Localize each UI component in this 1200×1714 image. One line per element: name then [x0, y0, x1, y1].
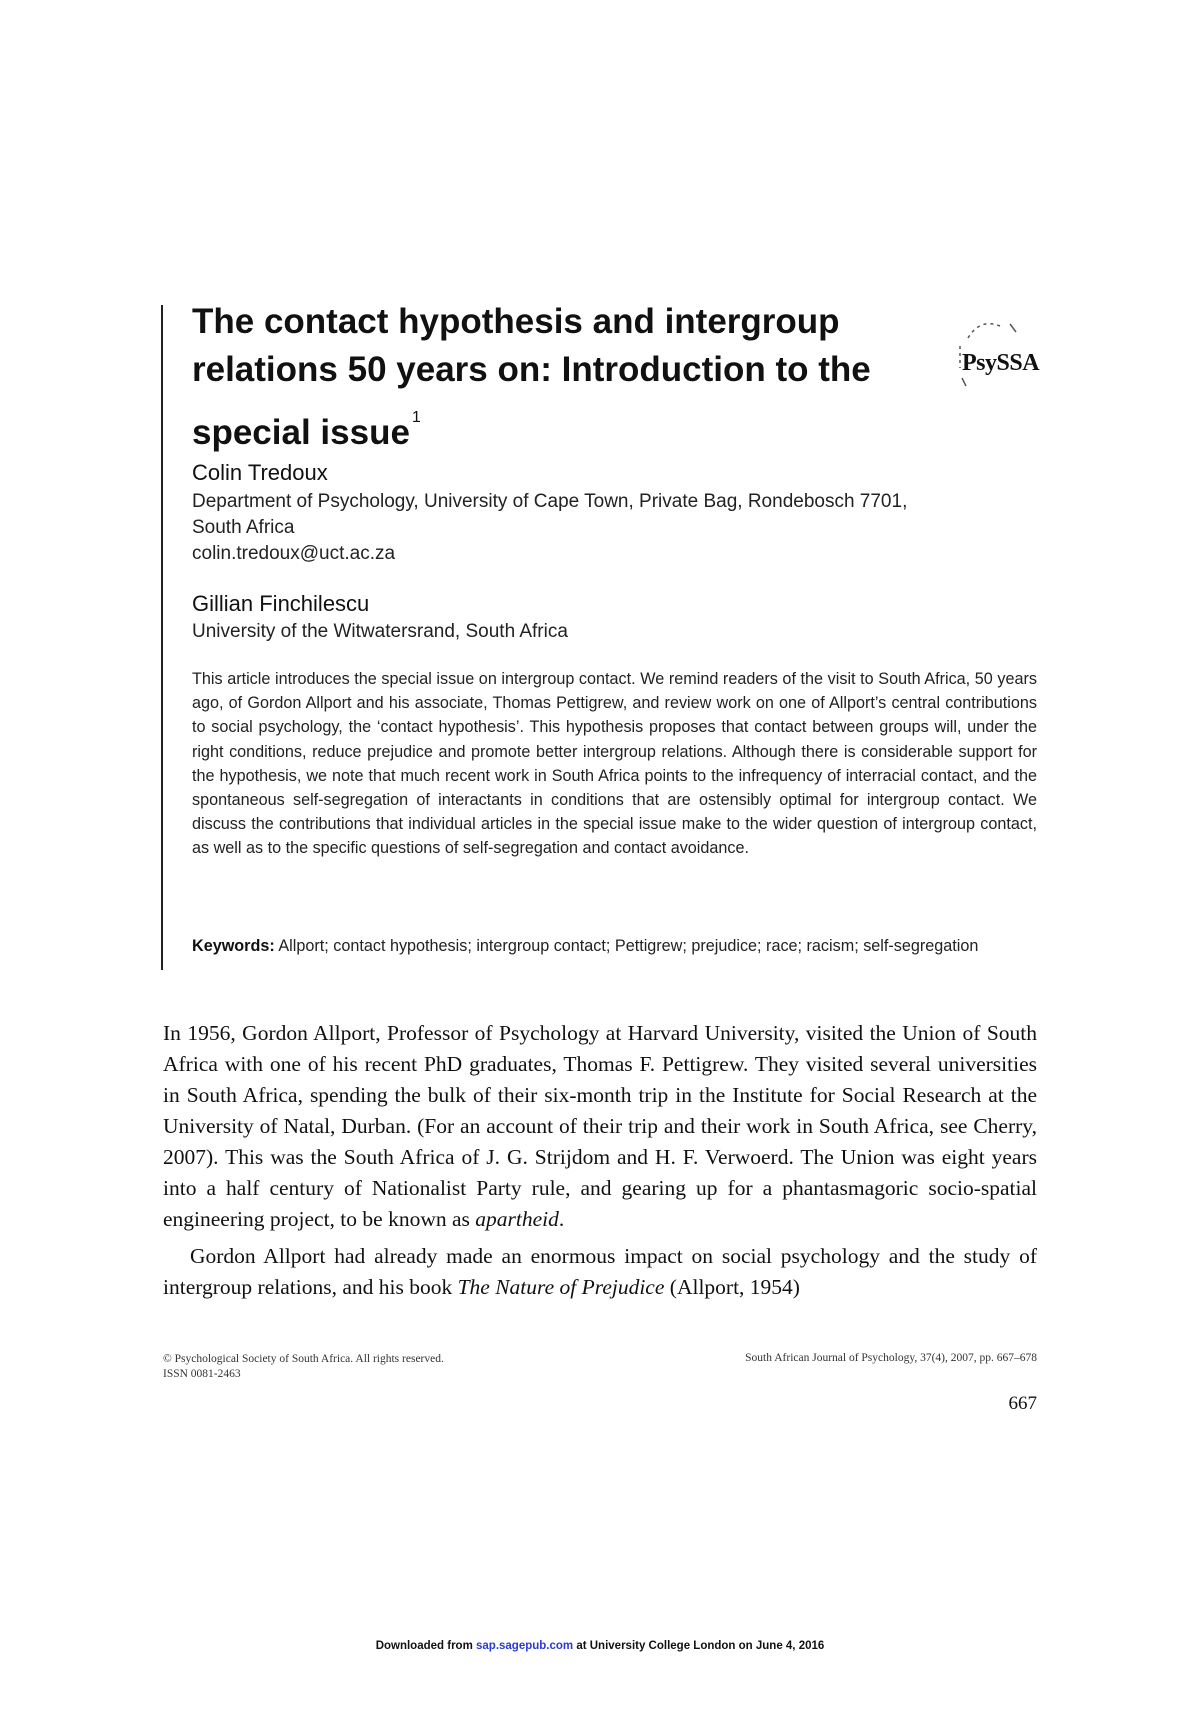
italic-term: apartheid	[475, 1207, 559, 1231]
keywords-text: Allport; contact hypothesis; intergroup contact; Pettigrew; prejudice; race; racism; self-segregation	[278, 937, 979, 955]
psyssa-logo	[950, 316, 1050, 396]
journal-citation: South African Journal of Psychology, 37(4), 2007, pp. 667–678	[745, 1352, 1037, 1364]
paragraph-text: In 1956, Gordon Allport, Professor of Psychology at Harvard University, visited the Union of South Africa with one of his recent PhD graduates, Thomas F. Pettigrew. They visited several universities in South Africa, spending the bulk of their six-month trip in the Institute for Social Research at the University of Natal, Durban. (For an account of their trip and their work in South Africa, see Cherry, 2007). This was the South Africa of J. G. Strijdom and H. F. Verwoerd. The Union was eight years into a half century of Nationalist Party rule, and gearing up for a phantasmagoric socio-spatial engineering project, to be known as	[163, 1021, 1037, 1231]
page-number: 667	[1008, 1393, 1037, 1414]
issn: ISSN 0081-2463	[163, 1368, 241, 1380]
footer-copyright	[163, 1352, 444, 1382]
body-paragraph-2	[163, 1241, 1037, 1303]
book-title: The Nature of Prejudice	[457, 1275, 665, 1299]
paragraph-text: (Allport, 1954)	[664, 1275, 800, 1299]
body-paragraph-1	[163, 1018, 1037, 1235]
affiliation-line: University of the Witwatersrand, South Africa	[192, 621, 568, 642]
download-link[interactable]: sap.sagepub.com	[476, 1640, 574, 1652]
author-affiliation-1	[192, 489, 907, 567]
download-notice	[0, 1640, 1200, 1652]
affiliation-line: Department of Psychology, University of Cape Town, Private Bag, Rondebosch 7701,	[192, 491, 908, 512]
paragraph-text: .	[558, 1207, 565, 1231]
left-margin-rule	[161, 305, 163, 970]
author-affiliation-2	[192, 619, 568, 645]
body-text	[163, 1018, 1037, 1303]
keywords-label: Keywords:	[192, 937, 275, 955]
article-title	[192, 298, 952, 457]
copyright-notice: © Psychological Society of South Africa. All rights reserved.	[163, 1353, 444, 1365]
author-email[interactable]: colin.tredoux@uct.ac.za	[192, 543, 396, 564]
download-suffix: at University College London on June 4, 2016	[573, 1640, 825, 1652]
author-name-2: Gillian Finchilescu	[192, 591, 370, 616]
psyssa-logo-text: PsySSA	[962, 350, 1040, 376]
article-title-text: The contact hypothesis and intergroup relations 50 years on: Introduction to the special issue	[192, 302, 871, 452]
abstract: This article introduces the special issue on intergroup contact. We remind readers of the visit to South Africa, 50 years ago, of Gordon Allport and his associate, Thomas Pettigrew, and review work on one of Allport’s central contributions to social psychology, the ‘contact hypothesis’. This hypothesis proposes that contact between groups will, under the right conditions, reduce prejudice and promote better intergroup relations. Although there is considerable support for the hypothesis, we note that much recent work in South Africa points to the infrequency of interracial contact, and the spontaneous self-segregation of interactants in conditions that are ostensibly optimal for intergroup contact. We discuss the contributions that individual articles in the special issue make to the wider question of intergroup contact, as well as to the specific questions of self-segregation and contact avoidance.	[192, 670, 1037, 858]
author-name-1: Colin Tredoux	[192, 460, 328, 485]
title-footnote-marker: 1	[411, 409, 421, 426]
download-prefix: Downloaded from	[375, 1640, 476, 1652]
keywords	[192, 934, 1037, 958]
paragraph-text: Gordon Allport had already made an enormous impact on social psychology and the study of intergroup relations, and his book	[163, 1244, 1037, 1299]
affiliation-line: South Africa	[192, 517, 295, 538]
